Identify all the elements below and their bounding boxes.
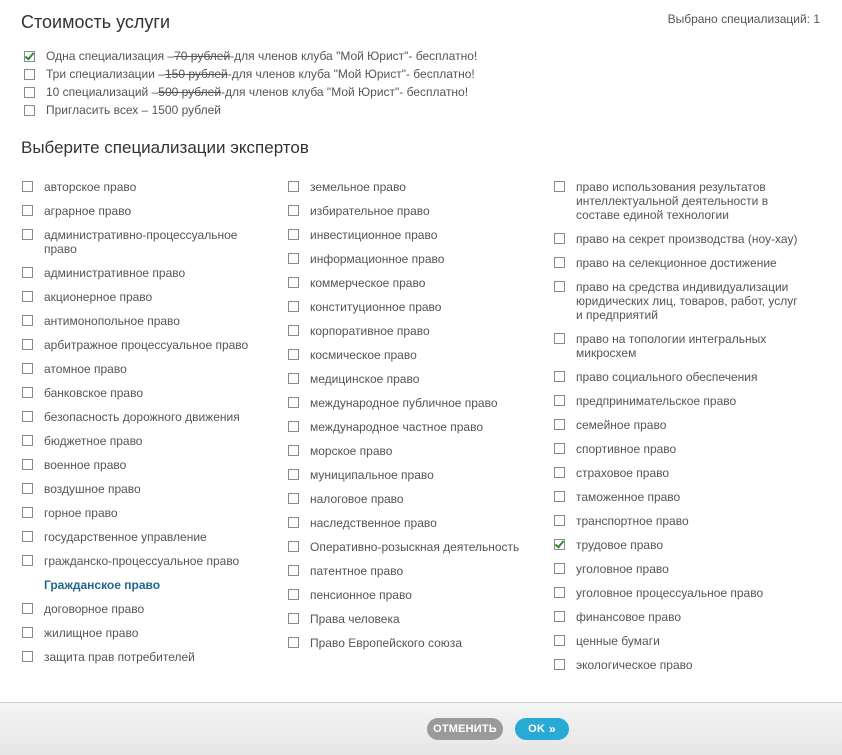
specialization-checkbox[interactable] [288,517,299,528]
specialization-checkbox[interactable] [288,493,299,504]
specialization-item[interactable] [554,370,804,394]
specialization-label: корпоративное право [310,324,430,338]
specialization-item[interactable] [22,458,272,482]
specialization-label: право на топологии интегральных микросхем [576,332,767,360]
specialization-label: арбитражное процессуальное право [44,338,249,352]
specialization-label: налоговое право [310,492,404,506]
specialization-label: договорное право [44,602,145,616]
specialization-checkbox[interactable] [22,291,33,302]
specialization-label: безопасность дорожного движения [44,410,240,424]
specialization-checkbox[interactable] [22,651,33,662]
specialization-label: антимонопольное право [44,314,180,328]
specialization-checkbox[interactable] [288,565,299,576]
specialization-item[interactable] [554,562,804,586]
specialization-label: космическое право [310,348,417,362]
specialization-checkbox[interactable] [554,233,565,244]
specialization-checkbox[interactable] [22,627,33,638]
specialization-label: трудовое право [576,538,663,552]
specialization-item[interactable] [22,314,272,338]
price-option-old-price: 70 рублей [174,49,231,63]
specialization-item[interactable] [554,442,804,466]
specialization-item[interactable] [22,530,272,554]
price-option-suffix: -для членов клуба "Мой Юрист"- бесплатно! [227,67,475,81]
specialization-checkbox[interactable] [554,257,565,268]
specialization-item[interactable] [22,386,272,410]
specialization-checkbox[interactable] [554,181,565,192]
specialization-item[interactable] [288,444,538,468]
price-option[interactable] [24,101,477,119]
specialization-label: горное право [44,506,118,520]
specialization-item[interactable] [288,612,538,636]
specializations-column-2 [288,180,538,660]
specialization-item[interactable] [554,232,804,256]
specialization-checkbox[interactable] [554,443,565,454]
specialization-item[interactable] [22,338,272,362]
specialization-item[interactable] [288,348,538,372]
specialization-checkbox[interactable] [288,469,299,480]
specialization-checkbox[interactable] [288,589,299,600]
specialization-label: воздушное право [44,482,141,496]
specialization-checkbox[interactable] [22,507,33,518]
specialization-item[interactable] [554,514,804,538]
specialization-label: транспортное право [576,514,689,528]
specialization-checkbox[interactable] [554,659,565,670]
specialization-checkbox[interactable] [288,253,299,264]
specialization-checkbox[interactable] [554,587,565,598]
specialization-label: право социального обеспечения [576,370,758,384]
price-option[interactable] [24,83,477,101]
specialization-checkbox[interactable] [554,467,565,478]
specialization-label: государственное управление [44,530,207,544]
specialization-checkbox[interactable] [288,373,299,384]
specialization-label: атомное право [44,362,127,376]
specialization-checkbox[interactable] [288,613,299,624]
specialization-item[interactable] [288,276,538,300]
specialization-label: муниципальное право [310,468,434,482]
dialog-footer [0,702,842,755]
price-option-suffix: -для членов клуба "Мой Юрист"- бесплатно! [230,49,478,63]
specialization-item[interactable] [554,332,804,370]
specialization-item[interactable] [22,650,272,674]
specialization-checkbox[interactable] [22,205,33,216]
specialization-checkbox[interactable] [554,611,565,622]
specialization-item[interactable] [22,602,272,626]
specialization-checkbox[interactable] [554,333,565,344]
specialization-item[interactable] [288,300,538,324]
specialization-item[interactable] [288,204,538,228]
specialization-label: избирательное право [310,204,430,218]
specialization-item[interactable] [288,636,538,660]
specialization-item[interactable] [22,180,272,204]
specialization-item[interactable] [554,466,804,490]
specialization-item[interactable] [554,256,804,280]
specialization-label: земельное право [310,180,406,194]
specialization-item[interactable] [554,280,804,332]
price-option-prefix: 10 специализаций – [46,85,159,99]
specialization-item[interactable] [22,204,272,228]
specialization-label: таможенное право [576,490,681,504]
specialization-checkbox[interactable] [22,459,33,470]
specialization-checkbox[interactable] [554,371,565,382]
specialization-checkbox[interactable] [22,387,33,398]
specialization-checkbox[interactable] [554,635,565,646]
specialization-group-link[interactable] [22,578,272,602]
specializations-column-1 [22,180,272,674]
specialization-item[interactable] [554,658,804,682]
specialization-checkbox[interactable] [22,435,33,446]
specialization-item[interactable] [554,418,804,442]
specialization-label: военное право [44,458,127,472]
specialization-label: защита прав потребителей [44,650,195,664]
specialization-item[interactable] [22,290,272,314]
specialization-checkbox[interactable] [22,363,33,374]
specialization-checkbox[interactable] [22,339,33,350]
price-options [24,47,477,119]
specialization-checkbox[interactable] [22,229,33,240]
specialization-item[interactable] [288,396,538,420]
specialization-item[interactable] [288,252,538,276]
specialization-label: экологическое право [576,658,693,672]
specialization-label: страховое право [576,466,670,480]
specialization-label: акционерное право [44,290,153,304]
specialization-item[interactable] [22,362,272,386]
specialization-item[interactable] [22,266,272,290]
specialization-item[interactable] [22,554,272,578]
specialization-label: бюджетное право [44,434,143,448]
specialization-label: медицинское право [310,372,420,386]
specialization-label: административно-процессуальное право [44,228,238,256]
specialization-checkbox[interactable] [288,229,299,240]
specialization-item[interactable] [554,634,804,658]
specialization-label: право на селекционное достижение [576,256,777,270]
price-option[interactable] [24,47,477,65]
specialization-label: конституционное право [310,300,442,314]
specialization-item[interactable] [288,588,538,612]
specialization-item[interactable] [22,228,272,266]
specialization-item[interactable] [288,180,538,204]
specialization-item[interactable] [554,586,804,610]
price-option-checkbox[interactable] [24,105,35,116]
specialization-checkbox[interactable] [288,277,299,288]
specialization-checkbox[interactable] [288,445,299,456]
specialization-checkbox[interactable] [554,563,565,574]
specialization-label: банковское право [44,386,144,400]
specialization-label: право на средства индивидуализации юридических лиц, товаров, работ, услуг и предприятий [576,280,798,322]
specialization-label: спортивное право [576,442,677,456]
specialization-item[interactable] [288,468,538,492]
specialization-checkbox[interactable] [288,301,299,312]
specialization-item[interactable] [288,564,538,588]
cancel-button[interactable] [427,718,503,740]
specialization-label: наследственное право [310,516,437,530]
ok-button-label: OK [528,723,546,735]
specialization-item[interactable] [288,540,538,564]
specialization-checkbox[interactable] [22,181,33,192]
price-option-old-price: 500 рублей [158,85,222,99]
specialization-checkbox[interactable] [22,267,33,278]
specialization-item[interactable] [288,516,538,540]
specialization-label: финансовое право [576,610,681,624]
specialization-label: пенсионное право [310,588,412,602]
specialization-label: морское право [310,444,393,458]
specialization-item[interactable] [554,180,804,232]
specialization-item[interactable] [22,482,272,506]
specialization-item[interactable] [288,372,538,396]
specialization-checkbox[interactable] [554,515,565,526]
specialization-item[interactable] [554,490,804,514]
specialization-label: инвестиционное право [310,228,438,242]
specialization-checkbox[interactable] [554,539,565,550]
specialization-checkbox[interactable] [22,555,33,566]
specialization-checkbox[interactable] [22,411,33,422]
specializations-column-3 [554,180,804,682]
specialization-item[interactable] [288,420,538,444]
specialization-checkbox[interactable] [288,397,299,408]
specialization-checkbox[interactable] [288,349,299,360]
specialization-item[interactable] [554,610,804,634]
double-chevron-right-icon: » [549,722,556,736]
selected-count: Выбрано специализаций: 1 [667,12,820,26]
specialization-label: международное частное право [310,420,484,434]
specialization-checkbox[interactable] [288,637,299,648]
price-option-prefix: Одна специализация – [46,49,175,63]
specialization-label: предпринимательское право [576,394,737,408]
price-option-prefix: Три специализации – [46,67,165,81]
specialization-label: гражданско-процессуальное право [44,554,240,568]
specialization-checkbox[interactable] [22,603,33,614]
price-option-prefix: Пригласить всех – 1500 рублей [46,103,221,117]
specialization-label: семейное право [576,418,667,432]
specialization-label: административное право [44,266,186,280]
specialization-label: Гражданское право [44,578,161,592]
specialization-checkbox[interactable] [288,181,299,192]
specialization-checkbox[interactable] [554,419,565,430]
specialization-item[interactable] [554,394,804,418]
specialization-label: авторское право [44,180,137,194]
specialization-checkbox[interactable] [22,315,33,326]
specialization-label: Оперативно-розыскная деятельность [310,540,520,554]
specialization-item[interactable] [288,324,538,348]
specialization-label: Право Европейского союза [310,636,462,650]
specialization-label: право использования результатов интеллектуальной деятельности в составе единой технологии [576,180,769,222]
ok-button[interactable] [515,718,569,740]
specialization-checkbox[interactable] [554,395,565,406]
specialization-label: аграрное право [44,204,132,218]
specialization-item[interactable] [22,506,272,530]
specialization-label: жилищное право [44,626,139,640]
price-option[interactable] [24,65,477,83]
specialization-label: информационное право [310,252,445,266]
specialization-checkbox[interactable] [22,531,33,542]
specialization-item[interactable] [22,626,272,650]
specialization-label: уголовное право [576,562,669,576]
specialization-checkbox[interactable] [554,491,565,502]
price-option-checkbox[interactable] [24,87,35,98]
specialization-label: международное публичное право [310,396,498,410]
price-option-old-price: 150 рублей [164,67,228,81]
specialization-label: ценные бумаги [576,634,660,648]
specialization-checkbox[interactable] [288,541,299,552]
specialization-item[interactable] [288,492,538,516]
specialization-checkbox[interactable] [554,281,565,292]
specialization-label: уголовное процессуальное право [576,586,764,600]
service-cost-title: Стоимость услуги [21,12,171,32]
specialization-label: патентное право [310,564,404,578]
specialization-checkbox[interactable] [22,483,33,494]
specialization-item[interactable] [22,434,272,458]
cancel-button-label: ОТМЕНИТЬ [433,723,497,735]
specialization-item[interactable] [554,538,804,562]
specialization-label: право на секрет производства (ноу-хау) [576,232,798,246]
specialization-checkbox[interactable] [288,205,299,216]
specialization-checkbox[interactable] [288,325,299,336]
specialization-item[interactable] [22,410,272,434]
specialization-item[interactable] [288,228,538,252]
price-option-checkbox[interactable] [24,69,35,80]
price-option-checkbox[interactable] [24,51,35,62]
specialization-label: коммерческое право [310,276,426,290]
specializations-title: Выберите специализации экспертов [21,138,309,157]
specialization-checkbox[interactable] [288,421,299,432]
specialization-label: Права человека [310,612,400,626]
price-option-suffix: -для членов клуба "Мой Юрист"- бесплатно! [221,85,469,99]
